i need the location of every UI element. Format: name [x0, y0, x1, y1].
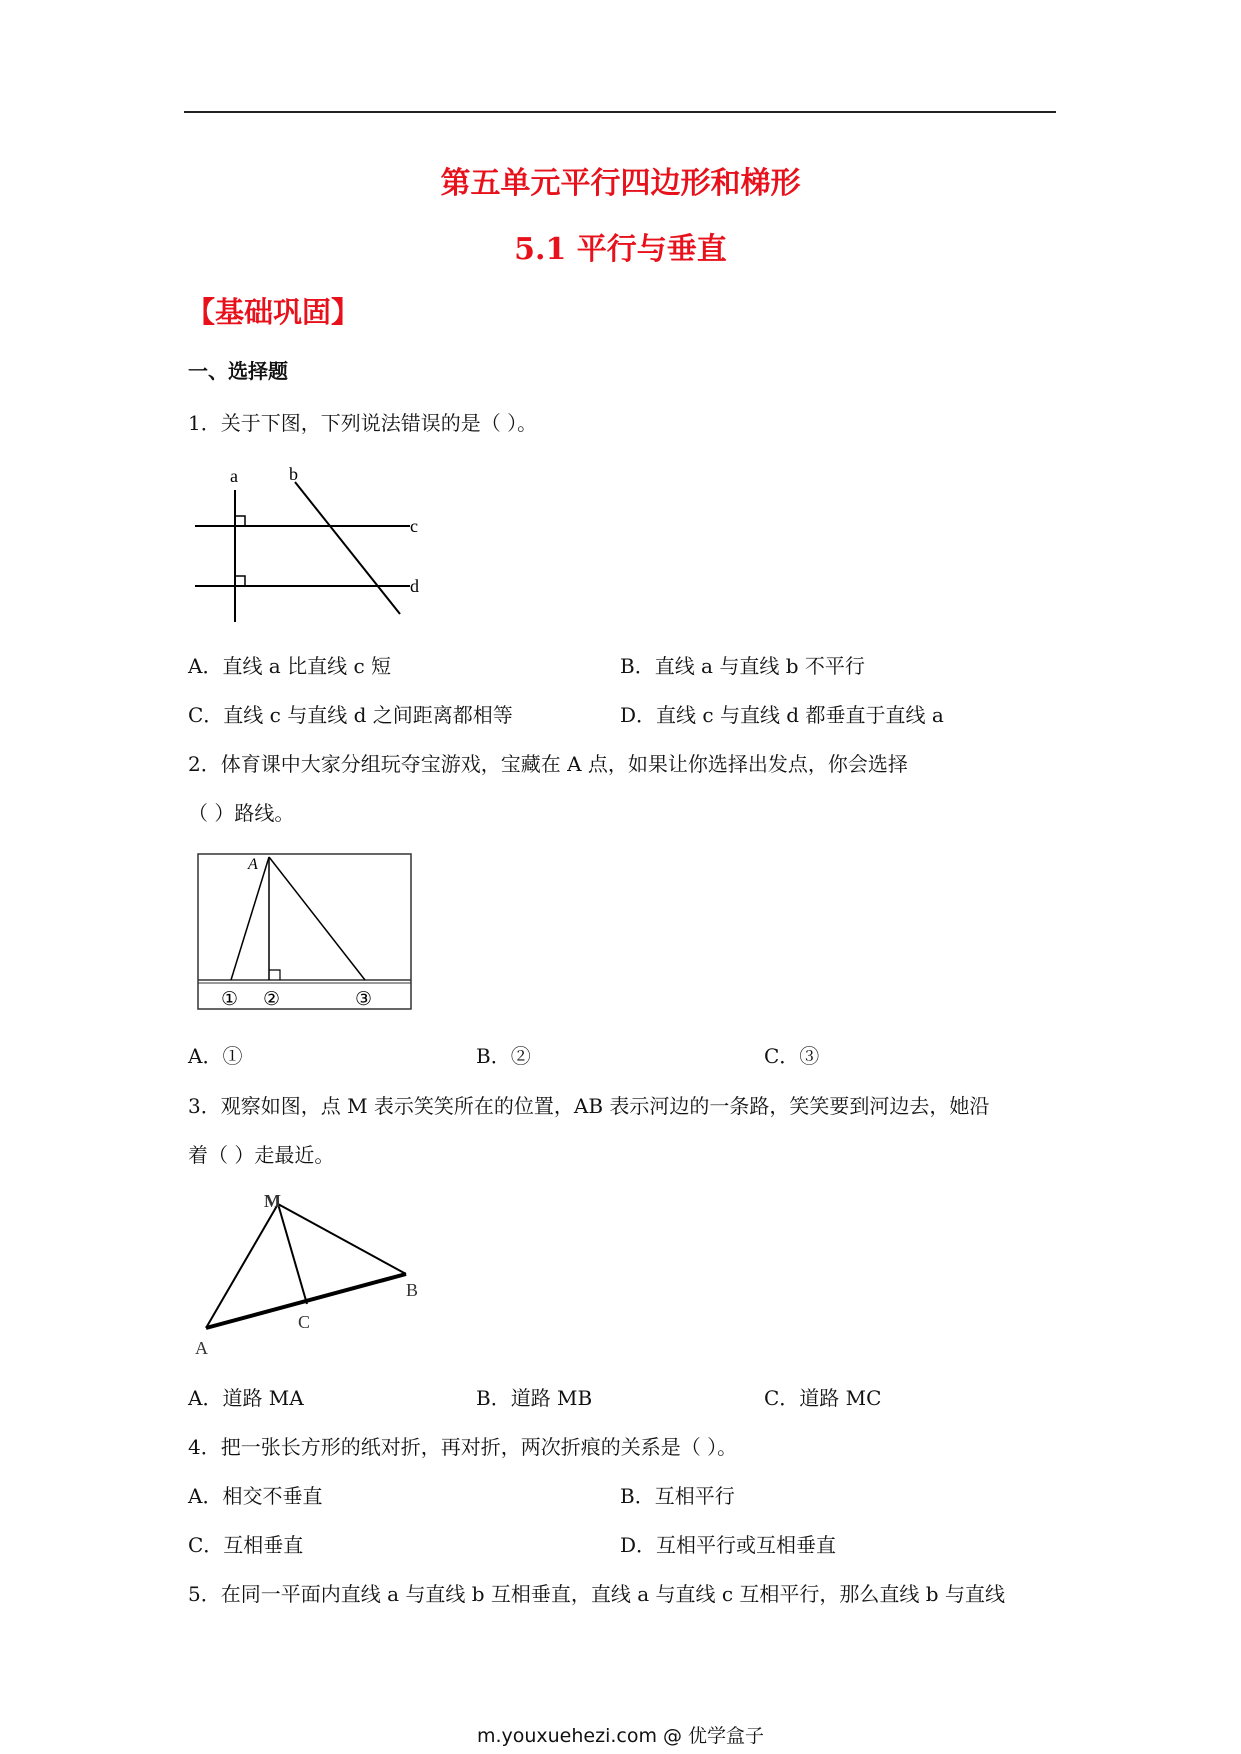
question-2-option-b[interactable]: B．②	[476, 1044, 531, 1068]
question-1-option-b[interactable]: B．直线 a 与直线 b 不平行	[620, 654, 865, 678]
route-label-1: ①	[221, 989, 239, 1010]
question-3-option-b[interactable]: B．道路 MB	[476, 1386, 593, 1410]
question-5-stem: 5．在同一平面内直线 a 与直线 b 互相垂直，直线 a 与直线 c 互相平行，那么直线 b 与直线	[188, 1582, 1005, 1606]
footer-watermark: m.youxuehezi.com @ 优学盒子	[476, 1725, 765, 1747]
question-4-option-c[interactable]: C．互相垂直	[188, 1533, 304, 1557]
point-label-m: M	[264, 1191, 281, 1211]
lesson-title: 5.1 平行与垂直	[514, 232, 727, 267]
question-3-option-c[interactable]: C．道路 MC	[764, 1386, 882, 1410]
question-1-stem: 1．关于下图，下列说法错误的是（ ）。	[188, 411, 538, 435]
line-label-c: c	[410, 516, 418, 536]
question-2-stem-line-2: （ ）路线。	[188, 801, 295, 825]
question-2-stem-line-1: 2．体育课中大家分组玩夺宝游戏，宝藏在 A 点，如果让你选择出发点，你会选择	[188, 752, 908, 776]
question-3-stem-line-2: 着（ ）走最近。	[188, 1143, 335, 1167]
route-label-3: ③	[355, 989, 373, 1010]
question-3-figure	[190, 1186, 430, 1361]
question-2-figure	[197, 853, 413, 1011]
point-label-a: A	[195, 1338, 208, 1358]
header-rule	[184, 111, 1056, 113]
question-1-option-a[interactable]: A．直线 a 比直线 c 短	[188, 654, 391, 678]
point-label-b: B	[406, 1280, 419, 1300]
point-label-c: C	[298, 1312, 311, 1332]
line-label-d: d	[410, 576, 419, 596]
question-4-stem: 4．把一张长方形的纸对折，再对折，两次折痕的关系是（ ）。	[188, 1435, 738, 1459]
question-4-option-b[interactable]: B．互相平行	[620, 1484, 735, 1508]
question-4-option-a[interactable]: A．相交不垂直	[188, 1484, 323, 1508]
point-label-a: A	[248, 856, 258, 873]
question-3-option-a[interactable]: A．道路 MA	[188, 1386, 304, 1410]
question-2-option-c[interactable]: C．③	[764, 1044, 820, 1068]
question-1-figure	[190, 462, 440, 626]
section-heading: 【基础巩固】	[186, 295, 361, 329]
line-label-a: a	[230, 466, 238, 486]
unit-title: 第五单元平行四边形和梯形	[440, 166, 801, 201]
line-label-b: b	[289, 464, 298, 484]
question-1-option-d[interactable]: D．直线 c 与直线 d 都垂直于直线 a	[620, 703, 944, 727]
part-heading: 一、选择题	[188, 359, 288, 383]
question-1-option-c[interactable]: C．直线 c 与直线 d 之间距离都相等	[188, 703, 513, 727]
question-4-option-d[interactable]: D．互相平行或互相垂直	[620, 1533, 837, 1557]
question-3-stem-line-1: 3．观察如图，点 M 表示笑笑所在的位置，AB 表示河边的一条路，笑笑要到河边去，她沿	[188, 1094, 990, 1118]
route-label-2: ②	[263, 989, 281, 1010]
question-2-option-a[interactable]: A．①	[188, 1044, 243, 1068]
